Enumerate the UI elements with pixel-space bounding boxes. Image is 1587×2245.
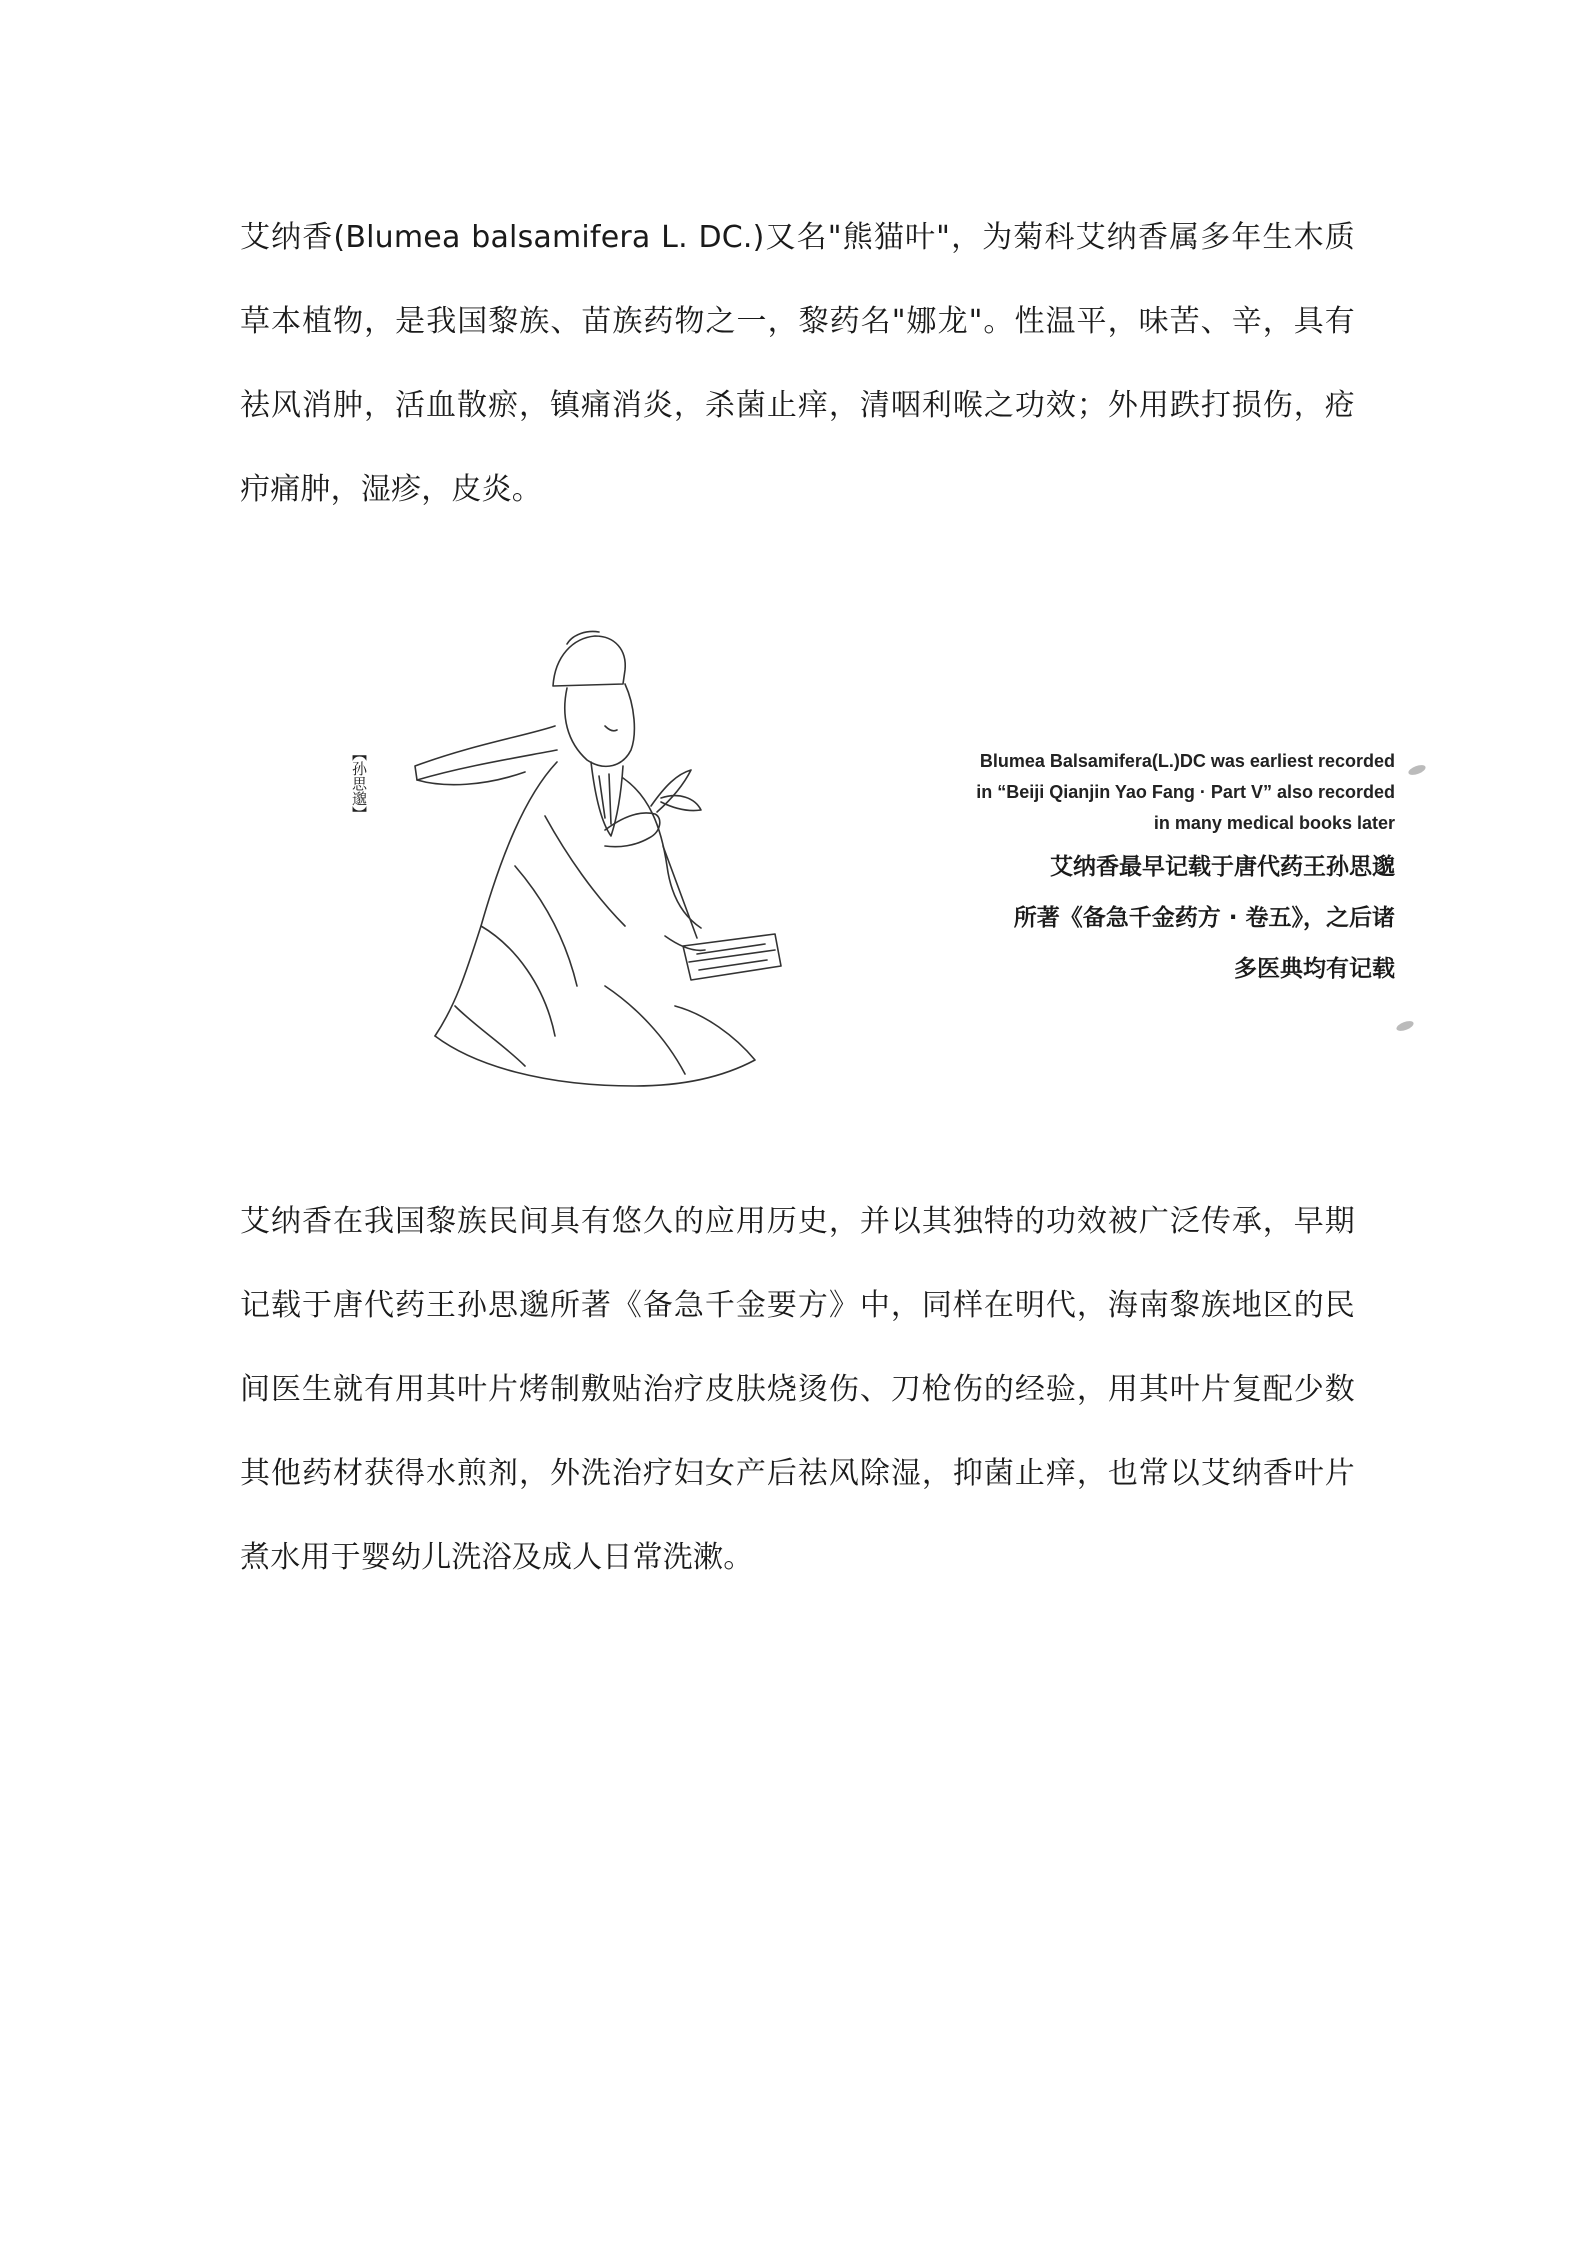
caption-en-line-3: in many medical books later <box>1153 813 1395 833</box>
intro-paragraph: 艾纳香(Blumea balsamifera L. DC.)又名"熊猫叶"，为菊科艾纳香属多年生木质草本植物，是我国黎族、苗族药物之一，黎药名"娜龙"。性温平，味苦、辛，具有祛风消肿，活血散瘀，镇痛消炎，杀菌止痒，清咽利喉之功效；外用跌打损伤，疮疖痛肿，湿疹，皮炎。 <box>240 220 1355 507</box>
caption-en-line-1: Blumea Balsamifera(L.)DC was earliest recorded <box>979 751 1395 771</box>
figure-caption <box>835 746 1395 992</box>
caption-zh-line-2: 所著《备急千金药方 · 卷五》，之后诸 <box>1013 905 1395 931</box>
caption-zh-line-1: 艾纳香最早记载于唐代药王孙思邈 <box>1050 854 1395 880</box>
caption-zh-line-3: 多医典均有记载 <box>1234 956 1395 982</box>
scholar-portrait-icon <box>305 566 905 1126</box>
history-paragraph: 艾纳香在我国黎族民间具有悠久的应用历史，并以其独特的功效被广泛传承，早期记载于唐代药王孙思邈所著《备急千金要方》中，同样在明代，海南黎族地区的民间医生就有用其叶片烤制敷贴治疗皮肤烧烫伤、刀枪伤的经验，用其叶片复配少数其他药材获得水煎剂，外洗治疗妇女产后祛风除湿，抑菌止痒，也常以艾纳香叶片煮水用于婴幼儿洗浴及成人日常洗漱。 <box>240 1204 1355 1575</box>
sun-simiao-figure <box>305 566 1525 1126</box>
portrait-name-label: 【孙思邈】 <box>350 746 368 821</box>
caption-en-line-2: in “Beiji Qianjin Yao Fang · Part V” also recorded <box>976 782 1395 802</box>
